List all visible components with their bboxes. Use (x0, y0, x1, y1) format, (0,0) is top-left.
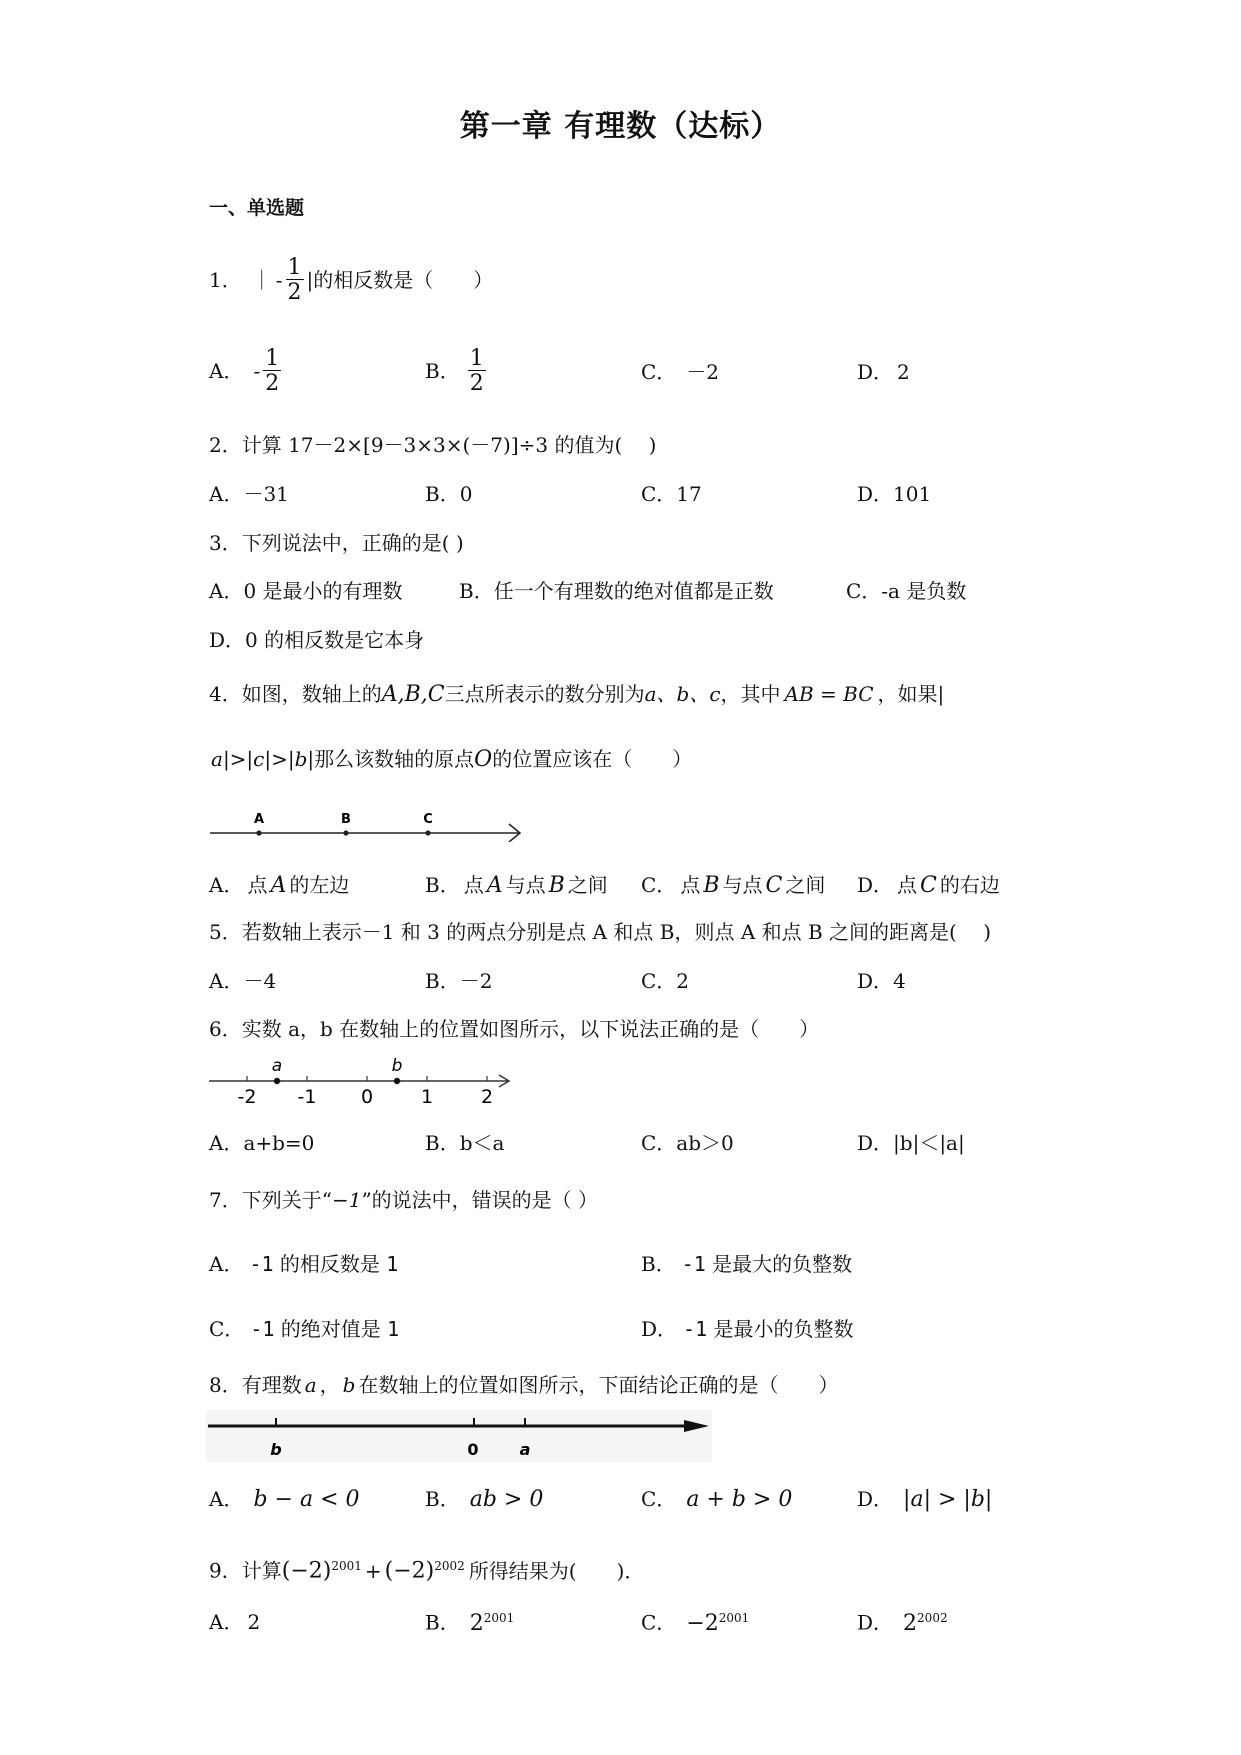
math-var: A (270, 873, 287, 898)
q4-option-a[interactable] (209, 875, 349, 897)
fraction-denominator: 2 (265, 371, 280, 397)
q5-option-a[interactable]: A．－4 (209, 969, 277, 993)
math-points: A,B,C (381, 682, 445, 707)
q6-number-line (207, 1055, 517, 1110)
text: 的左边 (289, 873, 350, 897)
text: 的位置应该在（ ） (492, 747, 693, 771)
option-label: A． (209, 1487, 244, 1511)
q9-option-d[interactable] (857, 1612, 948, 1635)
q6-option-a[interactable]: A．a+b=0 (209, 1131, 315, 1155)
q2-option-b[interactable]: B．0 (425, 482, 473, 506)
text: 点 (463, 873, 484, 897)
option-label: A． (209, 873, 244, 897)
point-b-label: b (270, 1440, 282, 1459)
point-c-dot (425, 830, 430, 835)
text: 点 (897, 873, 918, 897)
math-base: (−2) (281, 1558, 332, 1584)
fraction (286, 256, 304, 304)
option-label: A． (209, 1252, 244, 1276)
text: 的相反数是 (273, 1252, 387, 1276)
option-label: A． (209, 359, 244, 384)
option-label: D． (857, 873, 894, 897)
math-expression: b − a < 0 (253, 1487, 360, 1512)
q1-option-c[interactable] (641, 362, 719, 382)
math-exponent: 2001 (331, 1559, 362, 1573)
text: | (307, 747, 315, 771)
math-var: c (253, 747, 265, 771)
tick-label: -1 (297, 1086, 317, 1108)
q6-option-d[interactable]: D．|b|＜|a| (857, 1131, 965, 1155)
q2-option-a[interactable]: A．－31 (209, 482, 289, 506)
point-a-label: a (271, 1056, 283, 1076)
text: 点 (247, 873, 268, 897)
math-var: C (920, 873, 937, 898)
q1-option-a[interactable] (209, 347, 284, 395)
text: 是最大的负整数 (705, 1252, 853, 1276)
text: 与点 (505, 873, 546, 897)
math-operator: + (364, 1558, 382, 1583)
q6-option-c[interactable]: C．ab＞0 (641, 1131, 734, 1155)
text: ”的说法中，错误的是（ ） (361, 1188, 599, 1212)
q5-option-c[interactable]: C．2 (641, 969, 690, 993)
text: 7．下列关于“ (209, 1188, 332, 1212)
math-base: −2 (686, 1610, 719, 1636)
origin-label: 0 (467, 1440, 479, 1459)
text: 之间 (785, 873, 826, 897)
fraction-numerator: 1 (265, 346, 280, 371)
math-exponent: 2002 (434, 1559, 465, 1573)
q8-option-b[interactable] (425, 1489, 543, 1511)
option-label: C． (641, 873, 677, 897)
q4-number-line (208, 806, 528, 842)
q3-option-d[interactable]: D．0 的相反数是它本身 (209, 628, 425, 652)
tick-label: -2 (237, 1086, 257, 1108)
text: 是最小的负整数 (707, 1317, 854, 1341)
option-label: D． (857, 1610, 894, 1635)
fraction (468, 347, 486, 395)
q3-option-a[interactable]: A．0 是最小的有理数 (209, 579, 403, 603)
math-expression: ab > 0 (469, 1487, 544, 1512)
text: 所得结果为( )． (468, 1558, 645, 1583)
math-expression: |a| > |b| (903, 1487, 993, 1512)
math-exponent: 2001 (718, 1611, 750, 1625)
text: 之间 (567, 873, 608, 897)
math-expression: a + b > 0 (686, 1487, 793, 1512)
q8-option-d[interactable] (857, 1489, 992, 1511)
math-exponent: 2001 (483, 1611, 515, 1625)
question-text: 的相反数是（ ） (313, 268, 494, 293)
math-var: a (211, 747, 223, 771)
fraction-denominator: 2 (287, 280, 302, 306)
option-label: A． (209, 1610, 244, 1634)
question-5: 5．若数轴上表示－1 和 3 的两点分别是点 A 和点 B，则点 A 和点 B 之间的距离是( ) (209, 920, 991, 944)
minus-sign: - (275, 268, 283, 293)
text: 那么该数轴的原点 (314, 747, 475, 771)
q9-option-a[interactable] (209, 1612, 260, 1632)
text: 的右边 (939, 873, 1000, 897)
option-label: C． (641, 1610, 677, 1635)
abs-bar: ｜ (251, 268, 272, 293)
math-value: −1 (331, 1188, 362, 1212)
q3-option-b[interactable]: B．任一个有理数的绝对值都是正数 (459, 579, 774, 603)
text: 4．如图，数轴上的 (209, 682, 382, 706)
option-label: B． (425, 1610, 460, 1635)
point-b-dot (343, 830, 348, 835)
math-var: a (304, 1373, 317, 1397)
question-8 (209, 1375, 838, 1395)
q7-option-d[interactable] (641, 1319, 854, 1339)
option-label: C． (209, 1317, 245, 1341)
option-label: B． (641, 1252, 676, 1276)
text: ，其中 (720, 682, 781, 706)
q8-number-line (206, 1410, 712, 1462)
math-exponent: 2002 (917, 1611, 948, 1625)
math-var: O (474, 747, 493, 772)
q9-option-b[interactable] (425, 1612, 514, 1635)
question-9 (209, 1560, 644, 1583)
q1-option-b[interactable] (425, 347, 489, 395)
math-value: -1 (683, 1317, 708, 1341)
text: 8．有理数 (209, 1373, 302, 1397)
math-value: 1 (386, 1252, 399, 1276)
abs-bar: | (306, 268, 314, 293)
option-label: C． (641, 360, 677, 384)
option-label: D． (857, 360, 894, 384)
question-1 (209, 256, 493, 304)
math-base: (−2) (384, 1558, 435, 1584)
fraction-numerator: 1 (469, 346, 484, 371)
fraction-denominator: 2 (469, 371, 484, 397)
option-label: D． (857, 1487, 894, 1511)
q4-option-c[interactable] (641, 875, 825, 897)
point-a-label: A (253, 812, 265, 827)
q8-option-c[interactable] (641, 1489, 792, 1511)
text: 与点 (722, 873, 763, 897)
q8-option-a[interactable] (209, 1489, 360, 1511)
point-c-label: C (423, 812, 433, 827)
q2-option-c[interactable]: C．17 (641, 482, 702, 506)
q3-option-c[interactable]: C．-a 是负数 (846, 579, 967, 603)
text: 三点所表示的数分别为 (444, 682, 645, 706)
q1-option-d[interactable] (857, 362, 910, 382)
q4-option-d[interactable] (857, 875, 1000, 897)
math-base: 2 (247, 1610, 261, 1634)
point-b-label: b (391, 1056, 403, 1076)
math-var: B (548, 873, 565, 898)
math-value: -1 (250, 1317, 275, 1341)
question-4-line-2 (211, 749, 692, 771)
question-number: 1． (209, 268, 242, 293)
fraction-numerator: 1 (287, 255, 302, 280)
q6-option-b[interactable]: B．b＜a (425, 1131, 505, 1155)
math-var: A (486, 873, 503, 898)
text: 在数轴上的位置如图所示，下面结论正确的是（ ） (358, 1373, 839, 1397)
text: |>| (264, 747, 295, 771)
point-a-dot (256, 830, 261, 835)
question-4-line-1 (209, 684, 944, 706)
option-label: D． (641, 1317, 678, 1341)
math-value: -1 (249, 1252, 274, 1276)
math-value: -1 (681, 1252, 706, 1276)
point-b-label: B (341, 812, 351, 827)
text: 9．计算 (209, 1558, 282, 1583)
option-value: 2 (897, 360, 910, 384)
option-label: B． (425, 1487, 460, 1511)
math-vars: a、b、c (644, 682, 721, 706)
q7-option-b[interactable] (641, 1254, 852, 1274)
math-var: b (294, 747, 308, 771)
question-2: 2．计算 17－2×[9－3×3×(－7)]÷3 的值为( ) (209, 433, 657, 457)
text: |>| (222, 747, 254, 771)
q9-option-c[interactable] (641, 1612, 749, 1635)
text: 的绝对值是 (274, 1317, 388, 1341)
math-var: B (703, 873, 720, 898)
option-value: －2 (686, 360, 720, 384)
q5-option-d[interactable]: D．4 (857, 969, 906, 993)
tick-label: 2 (480, 1086, 494, 1108)
q5-option-b[interactable]: B．－2 (425, 969, 493, 993)
point-a-label: a (519, 1440, 531, 1459)
fraction (263, 347, 281, 395)
tick-label: 1 (420, 1086, 434, 1108)
q2-option-d[interactable]: D．101 (857, 482, 932, 506)
question-3: 3．下列说法中，正确的是( ) (209, 531, 464, 555)
point-b-dot (394, 1078, 400, 1084)
option-label: B． (425, 359, 460, 384)
question-6: 6．实数 a，b 在数轴上的位置如图所示，以下说法正确的是（ ） (209, 1017, 820, 1041)
math-base: 2 (469, 1610, 484, 1636)
section-heading: 一、单选题 (209, 197, 305, 219)
math-equation: AB = BC (784, 682, 874, 706)
text: 点 (680, 873, 701, 897)
math-var: b (342, 1373, 356, 1397)
point-a-dot (274, 1078, 280, 1084)
page-title: 第一章 有理数（达标） (459, 109, 782, 144)
figure-background (206, 1410, 712, 1462)
math-var: C (765, 873, 783, 898)
math-value: 1 (387, 1317, 400, 1341)
q7-option-a[interactable] (209, 1254, 398, 1274)
q4-option-b[interactable] (425, 875, 608, 897)
math-base: 2 (903, 1610, 918, 1636)
minus-sign: - (253, 359, 261, 384)
q7-option-c[interactable] (209, 1319, 399, 1339)
text: ， (319, 1373, 340, 1397)
text: ，如果| (877, 682, 945, 706)
question-7 (209, 1190, 598, 1210)
option-label: C． (641, 1487, 677, 1511)
tick-label: 0 (360, 1086, 374, 1108)
option-label: B． (425, 873, 460, 897)
